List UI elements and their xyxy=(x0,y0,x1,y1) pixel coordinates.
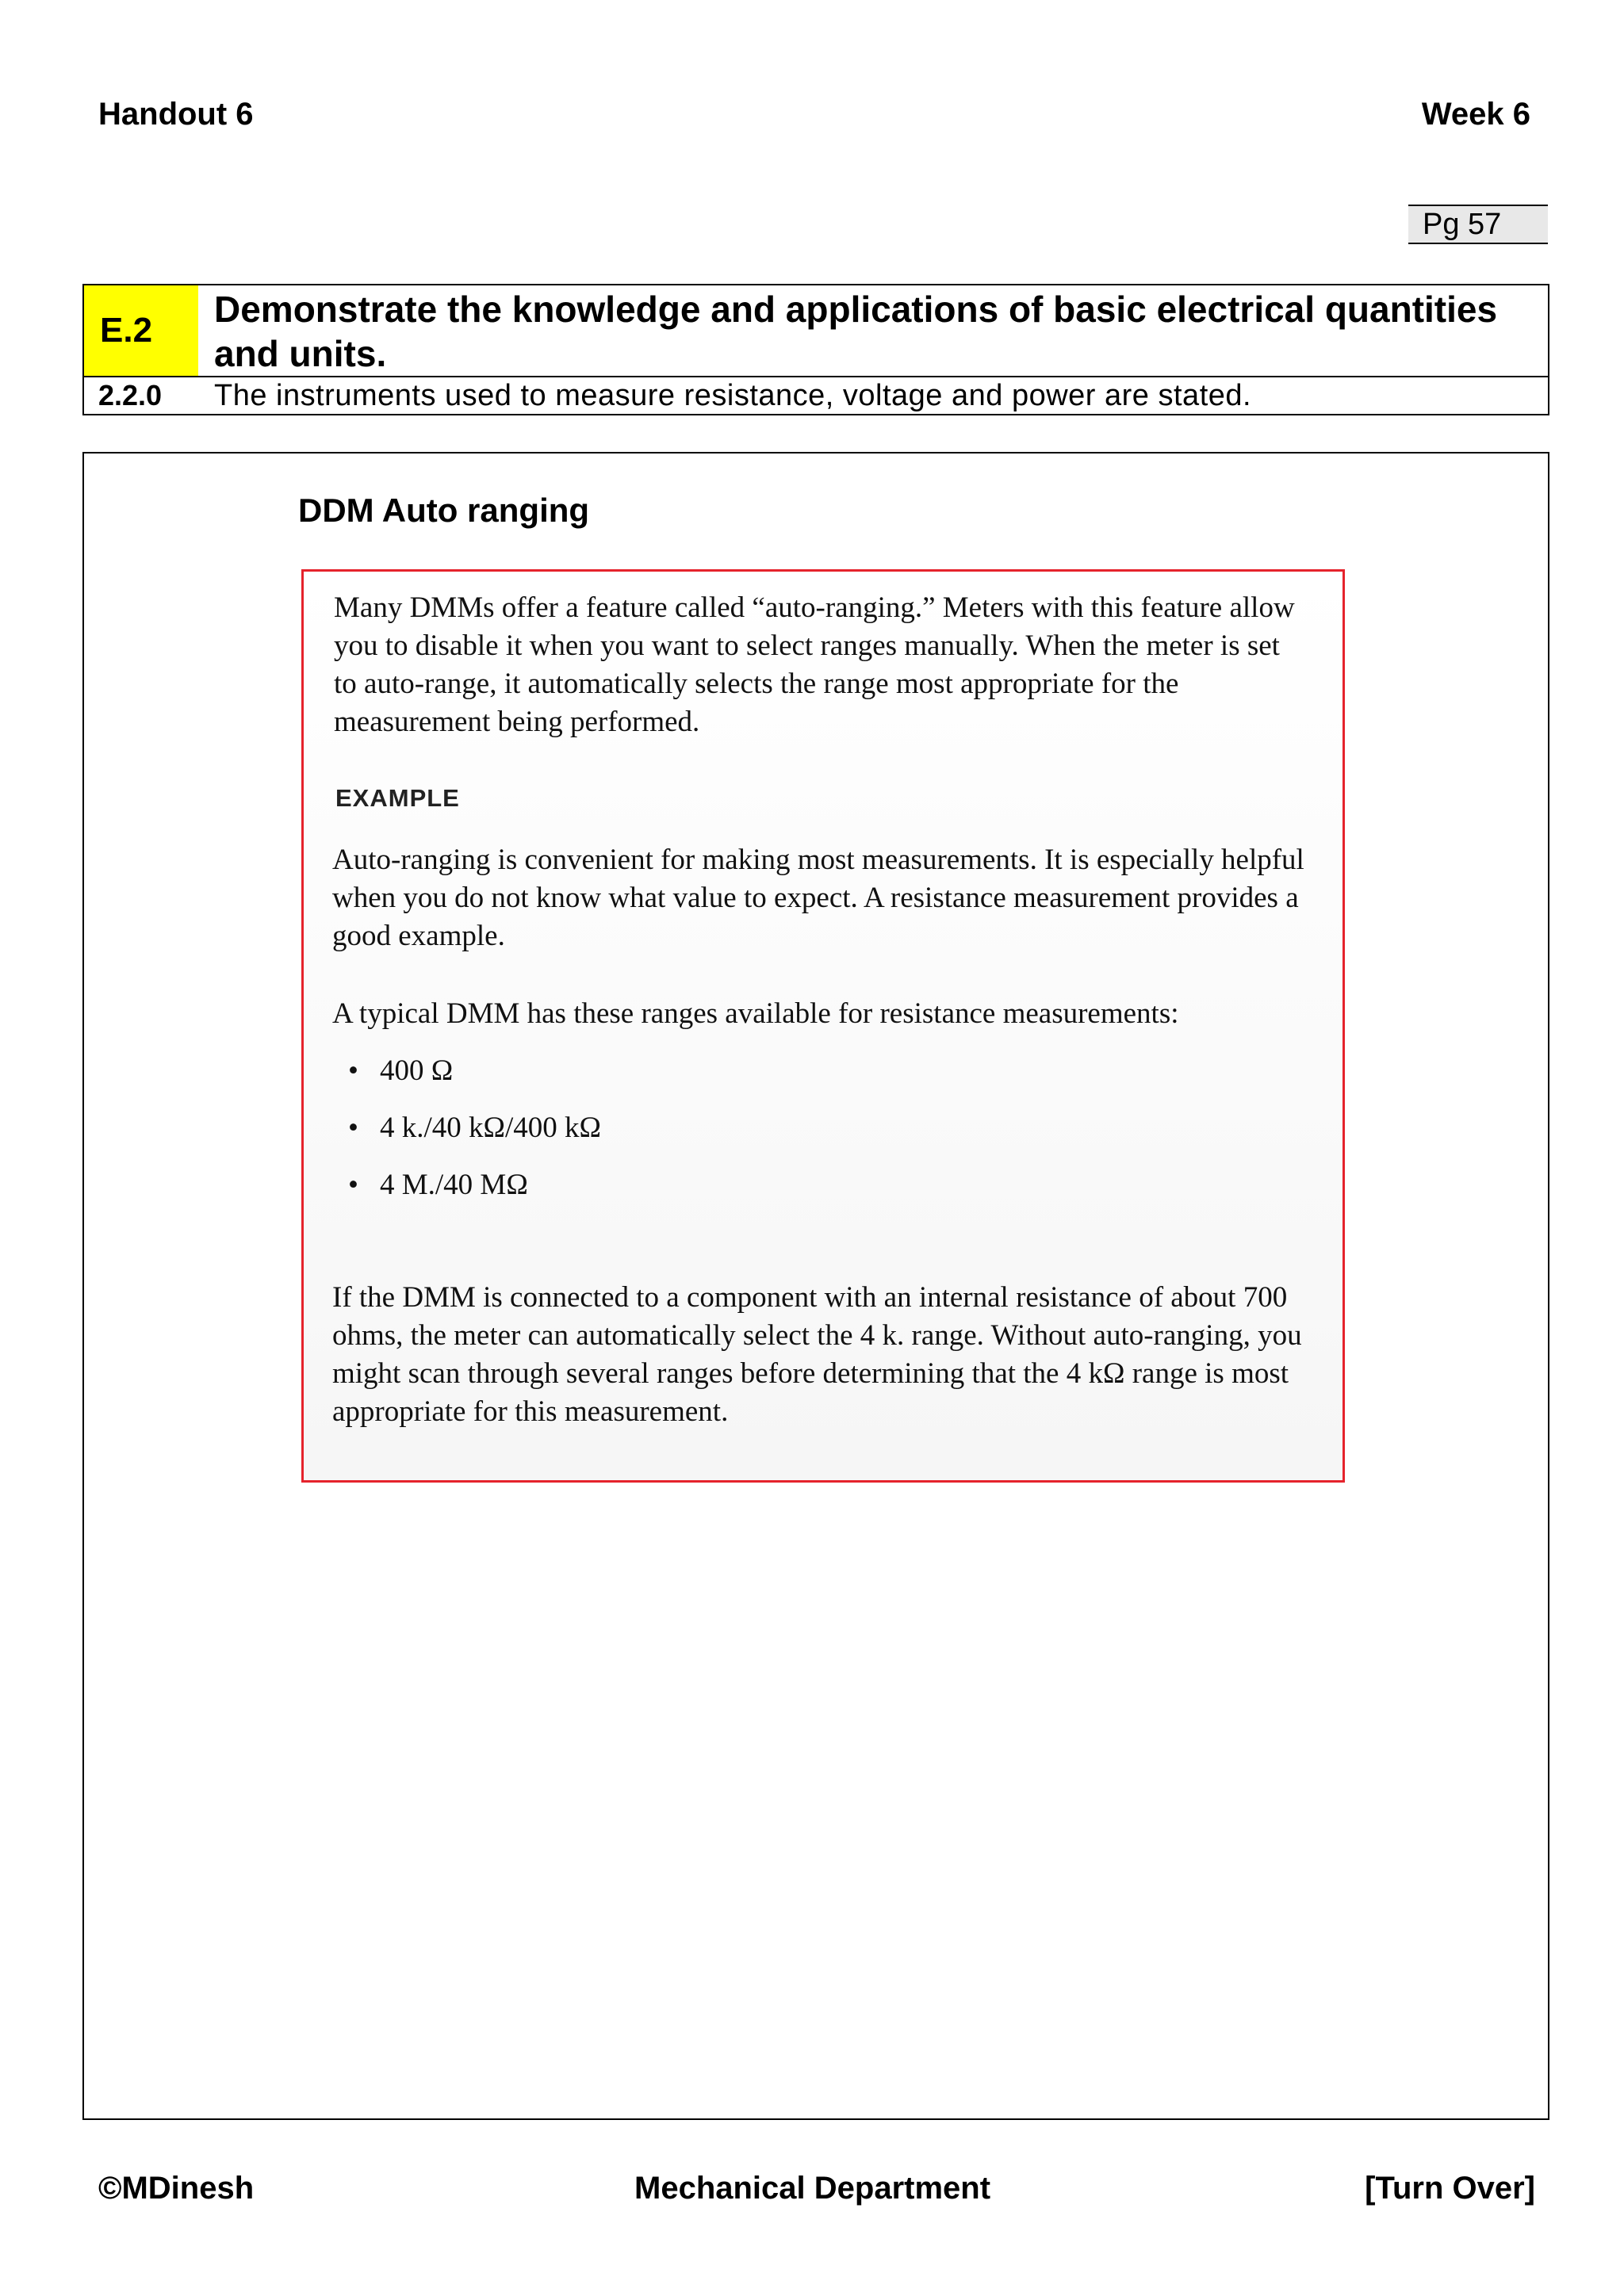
handout-label: Handout 6 xyxy=(98,97,254,132)
sub-objective-code: 2.2.0 xyxy=(98,379,163,411)
section-heading: DDM Auto ranging xyxy=(298,492,590,529)
example-paragraph: Auto-ranging is convenient for making most measurements. It is especially helpful when you do not know what value to expect. A resistance measurement provides a good example. xyxy=(332,844,1304,952)
ranges-intro-paragraph: A typical DMM has these ranges available for resistance measurements: xyxy=(332,997,1179,1030)
list-item: • 4 M./40 MΩ xyxy=(348,1166,601,1223)
turn-over-label: [Turn Over] xyxy=(1365,2171,1535,2206)
sub-objective-text: The instruments used to measure resistance, voltage and power are stated. xyxy=(214,378,1252,412)
conclusion-paragraph: If the DMM is connected to a component with an internal resistance of about 700 ohms, the meter can automatically select the 4 k. range. Without auto-ranging, you might scan through several ranges before determining that the 4 kΩ range is most appropriate for this measurement. xyxy=(332,1281,1302,1428)
sub-objective-row xyxy=(84,377,1548,414)
week-label: Week 6 xyxy=(1421,97,1530,132)
list-item: • 400 Ω xyxy=(348,1052,601,1109)
intro-paragraph: Many DMMs offer a feature called “auto-ranging.” Meters with this feature allow you to disable it when you want to select ranges manually. When the meter is set to auto-range, it automatically selects the range most appropriate for the measurement being performed. xyxy=(334,591,1295,738)
range-list xyxy=(348,1052,601,1223)
example-label: EXAMPLE xyxy=(335,784,460,812)
textbook-excerpt xyxy=(301,569,1345,1483)
objective-title: Demonstrate the knowledge and applications of basic electrical quantities and units. xyxy=(214,289,1498,374)
objective-table xyxy=(82,284,1549,415)
objective-row xyxy=(84,285,1548,377)
objective-code: E.2 xyxy=(84,285,198,376)
list-item: • 4 k./40 kΩ/400 kΩ xyxy=(348,1109,601,1166)
department-label: Mechanical Department xyxy=(634,2171,991,2206)
copyright-label: ©MDinesh xyxy=(98,2171,255,2206)
page-number: Pg 57 xyxy=(1408,205,1548,244)
